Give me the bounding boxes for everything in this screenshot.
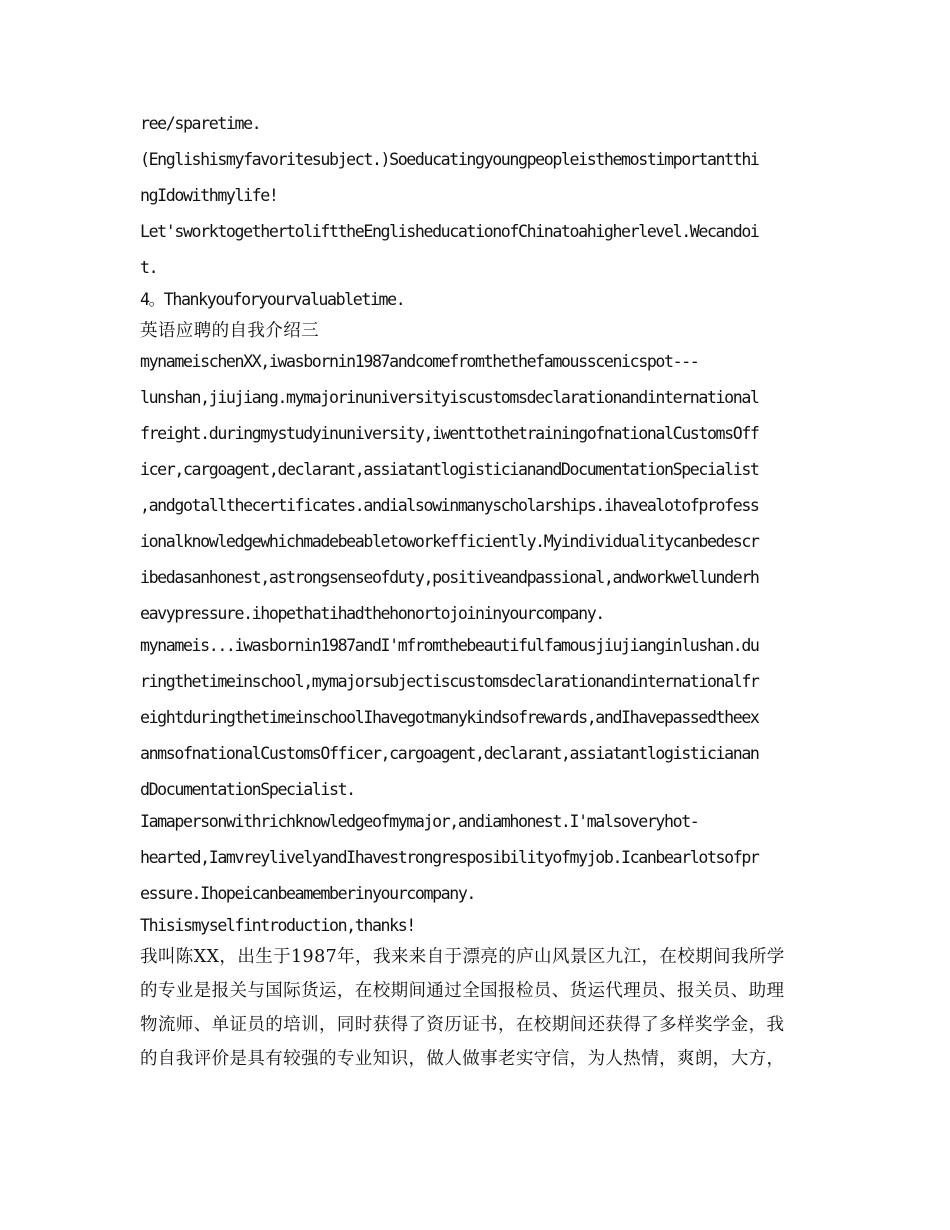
text-line: ibedasanhonest,astrongsenseofduty,positiveandpassional,andworkwellunderh (140, 568, 759, 587)
text-line: ionalknowledgewhichmadebeabletoworkefficiently.Myindividualitycanbedescr (140, 532, 759, 551)
text-line: ree/sparetime. (140, 114, 261, 133)
document-page (140, 114, 814, 1070)
text-line: 物流师、单证员的培训，同时获得了资历证书，在校期间还获得了多样奖学金，我 (140, 1015, 785, 1035)
text-line: eightduringthetimeinschoolIhavegotmanykindsofrewards,andIhavepassedtheex (140, 708, 759, 727)
text-line: essure.Ihopeicanbeamemberinyourcompany. (140, 884, 476, 903)
text-line: mynameis...iwasbornin1987andI'mfromthebeautifulfamousjiujianginlushan.du (140, 636, 759, 655)
text-line: 的专业是报关与国际货运，在校期间通过全国报检员、货运代理员、报关员、助理 (140, 981, 785, 1001)
text-line: (Englishismyfavoritesubject.)Soeducatingyoungpeopleisthemostimportantthi (140, 150, 759, 169)
text-line: lunshan,jiujiang.mymajorinuniversityiscustomsdeclarationandinternational (140, 388, 759, 407)
text-line: eavypressure.ihopethatihadthehonortojoininyourcompany. (140, 604, 604, 623)
text-line: ,andgotallthecertificates.andialsowinmanyscholarships.ihavealotofprofess (140, 496, 759, 515)
text-line: anmsofnationalCustomsOfficer,cargoagent,declarant,assiatantlogisticianan (140, 744, 759, 763)
text-line: icer,cargoagent,declarant,assiatantlogisticianandDocumentationSpecialist (140, 460, 759, 479)
text-line: dDocumentationSpecialist. (140, 780, 355, 799)
text-line: 4。Thankyouforyourvaluabletime. (140, 290, 405, 309)
text-line: 我叫陈XX，出生于1987年，我来来自于漂亮的庐山风景区九江，在校期间我所学 (140, 947, 785, 967)
text-line: hearted,IamvreylivelyandIhavestrongresposibilityofmyjob.Icanbearlotsofpr (140, 848, 759, 867)
text-line: 的自我评价是具有较强的专业知识，做人做事老实守信，为人热情，爽朗，大方， (140, 1049, 785, 1069)
text-line: t. (140, 258, 158, 277)
text-line: ngIdowithmylife! (140, 186, 278, 205)
text-line: Iamapersonwithrichknowledgeofmymajor,andiamhonest.I'malsoveryhot- (140, 812, 699, 831)
section-heading: 英语应聘的自我介绍三 (140, 321, 319, 341)
text-line: ringthetimeinschool,mymajorsubjectiscustomsdeclarationandinternationalfr (140, 672, 759, 691)
text-line: Let'sworktogethertolifttheEnglisheducationofChinatoahigherlevel.Wecandoi (140, 222, 759, 241)
text-line: Thisismyselfintroduction,thanks! (140, 916, 415, 935)
text-line: freight.duringmystudyinuniversity,iwenttothetrainingofnationalCustomsOff (140, 424, 759, 443)
text-line: mynameischenXX,iwasbornin1987andcomefromthethefamousscenicspot--- (140, 352, 699, 371)
